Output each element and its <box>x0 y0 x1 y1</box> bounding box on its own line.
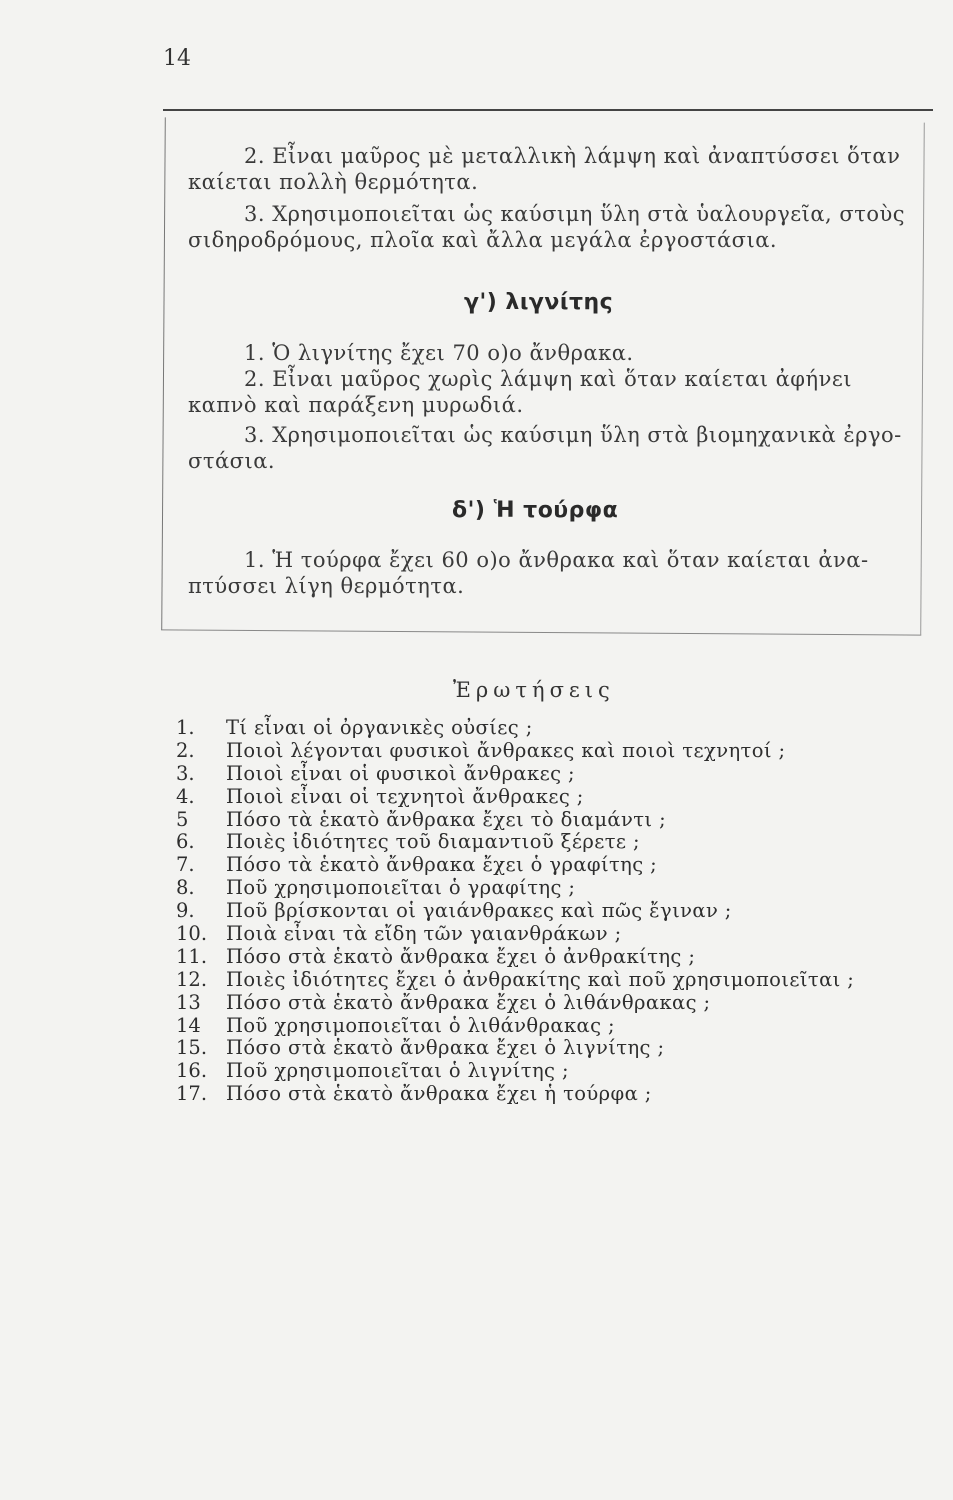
question-item <box>164 808 924 831</box>
item-line: στάσια. <box>188 449 276 473</box>
item-line: πτύσσει λίγη θερμότητα. <box>188 574 465 598</box>
question-text: Ποῦ βρίσκονται οἱ γαιάνθρακες καὶ πῶς ἔγιναν ; <box>226 899 732 923</box>
question-text: Ποῦ χρησιμοποιεῖται ὁ γραφίτης ; <box>226 876 576 900</box>
question-number: 13 <box>176 990 201 1014</box>
question-number: 11. <box>176 944 208 968</box>
question-text: Ποῦ χρησιμοποιεῖται ὁ λιθάνθρακας ; <box>226 1013 616 1037</box>
question-text: Πόσο στὰ ἑκατὸ ἄνθρακα ἔχει ἡ τούρφα ; <box>226 1082 652 1106</box>
question-number: 16. <box>176 1059 208 1083</box>
question-number: 10. <box>176 922 208 946</box>
questions-title: Ἐρωτήσεις <box>453 678 615 702</box>
question-item <box>164 1014 924 1037</box>
question-number: 8. <box>176 876 195 900</box>
question-text: Πόσο στὰ ἑκατὸ ἄνθρακα ἔχει ὁ λιγνίτης ; <box>226 1036 665 1060</box>
question-item <box>164 785 924 808</box>
item-line: 2. Εἶναι μαῦρος μὲ μεταλλικὴ λάμψη καὶ ἀναπτύσσει ὅταν <box>244 144 901 168</box>
item-line: 2. Εἶναι μαῦρος χωρὶς λάμψη καὶ ὅταν καίεται ἀφήνει <box>244 367 852 391</box>
question-text: Ποῦ χρησιμοποιεῖται ὁ λιγνίτης ; <box>226 1059 569 1083</box>
question-number: 7. <box>176 853 195 877</box>
question-text: Πόσο τὰ ἑκατὸ ἄνθρακα ἔχει τὸ διαμάντι ; <box>226 807 667 831</box>
question-number: 4. <box>176 784 195 808</box>
lignite-item <box>188 422 908 474</box>
question-number: 17. <box>176 1082 208 1106</box>
question-text: Πόσο τὰ ἑκατὸ ἄνθρακα ἔχει ὁ γραφίτης ; <box>226 853 658 877</box>
item-line: 1. Ὁ λιγνίτης ἔχει 70 ο)ο ἄνθρακα. <box>244 341 634 365</box>
question-item <box>164 1082 924 1105</box>
item-line: 1. Ἡ τούρφα ἔχει 60 ο)ο ἄνθρακα καὶ ὅταν καίεται ἀνα- <box>244 548 869 572</box>
question-number: 14 <box>176 1013 201 1037</box>
question-item <box>164 1059 924 1082</box>
question-number: 9. <box>176 899 195 923</box>
item-line: 3. Χρησιμοποιεῖται ὡς καύσιμη ὕλη στὰ βιομηχανικὰ ἐργο- <box>244 423 902 447</box>
question-item <box>164 762 924 785</box>
question-text: Ποιοὶ εἶναι οἱ τεχνητοὶ ἄνθρακες ; <box>226 784 584 808</box>
item-line: καίεται πολλὴ θερμότητα. <box>188 170 479 194</box>
lignite-heading: γ') λιγνίτης <box>464 290 614 315</box>
question-item <box>164 991 924 1014</box>
question-item <box>164 876 924 899</box>
question-text: Ποιὲς ἰδιότητες τοῦ διαμαντιοῦ ξέρετε ; <box>226 830 640 854</box>
question-number: 2. <box>176 738 195 762</box>
question-item <box>164 830 924 853</box>
question-item <box>164 853 924 876</box>
question-text: Πόσο στὰ ἑκατὸ ἄνθρακα ἔχει ὁ ἀνθρακίτης ; <box>226 944 696 968</box>
item-line: σιδηροδρόμους, πλοῖα καὶ ἄλλα μεγάλα ἐργοστάσια. <box>188 228 778 252</box>
question-text: Πόσο στὰ ἑκατὸ ἄνθρακα ἔχει ὁ λιθάνθρακας ; <box>226 990 711 1014</box>
question-text: Ποιοὶ λέγονται φυσικοὶ ἄνθρακες καὶ ποιοὶ τεχνητοί ; <box>226 738 786 762</box>
anthracite-item <box>188 143 908 195</box>
question-number: 5 <box>176 807 189 831</box>
question-item <box>164 968 924 991</box>
peat-item <box>188 547 908 599</box>
question-item <box>164 1036 924 1059</box>
lignite-item <box>188 366 908 418</box>
top-rule <box>163 109 933 111</box>
item-line: καπνὸ καὶ παράξενη μυρωδιά. <box>188 393 524 417</box>
question-number: 15. <box>176 1036 208 1060</box>
question-number: 6. <box>176 830 195 854</box>
question-item <box>164 739 924 762</box>
question-item <box>164 899 924 922</box>
anthracite-item <box>188 201 908 253</box>
item-line: 3. Χρησιμοποιεῖται ὡς καύσιμη ὕλη στὰ ὑαλουργεῖα, στοὺς <box>244 202 906 226</box>
question-item <box>164 922 924 945</box>
question-text: Τί εἶναι οἱ ὀργανικὲς οὐσίες ; <box>226 716 533 739</box>
question-text: Ποιὲς ἰδιότητες ἔχει ὁ ἀνθρακίτης καὶ ποῦ χρησιμοποιεῖται ; <box>226 967 855 991</box>
questions-list <box>164 716 924 1105</box>
question-item <box>164 945 924 968</box>
peat-heading: δ') Ἡ τούρφα <box>452 498 619 523</box>
question-number: 3. <box>176 761 195 785</box>
page-number: 14 <box>163 46 191 71</box>
question-number: 1. <box>176 716 195 739</box>
question-item <box>164 716 924 739</box>
question-text: Ποιὰ εἶναι τὰ εἴδη τῶν γαιανθράκων ; <box>226 922 622 946</box>
question-number: 12. <box>176 967 208 991</box>
lignite-item <box>188 340 908 366</box>
question-text: Ποιοὶ εἶναι οἱ φυσικοὶ ἄνθρακες ; <box>226 761 575 785</box>
